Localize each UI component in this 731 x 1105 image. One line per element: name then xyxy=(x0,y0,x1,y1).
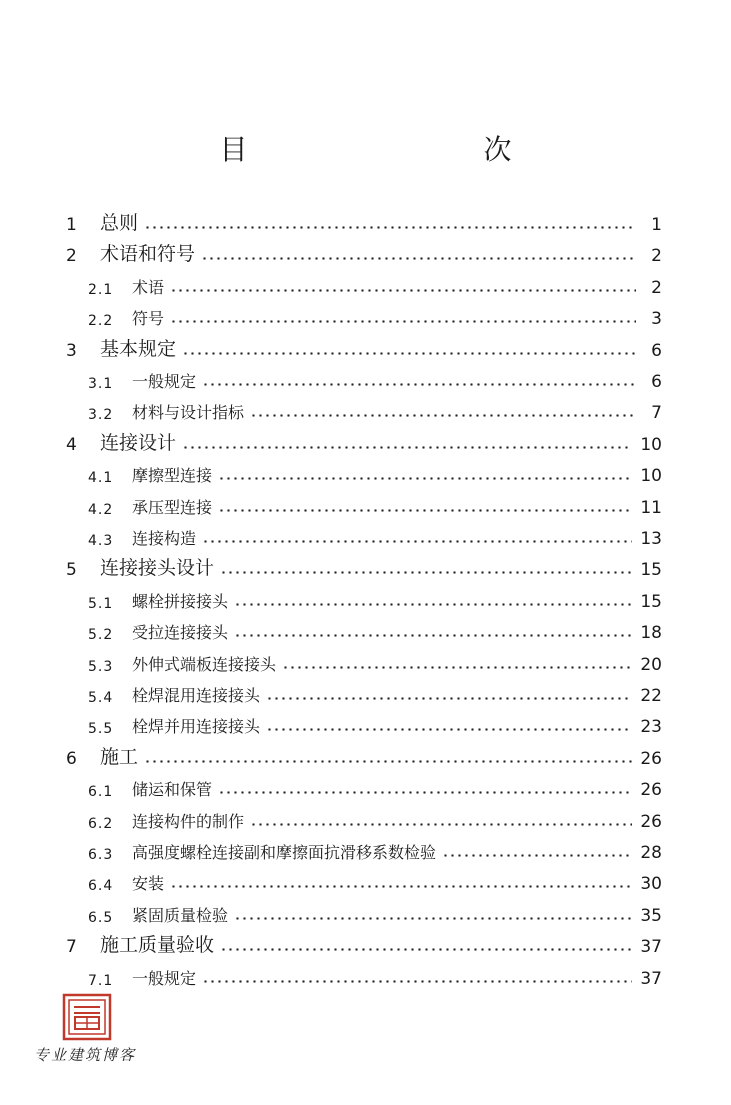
dot-leader xyxy=(220,948,632,951)
toc-entry-page: 20 xyxy=(640,654,662,675)
dot-leader xyxy=(234,634,632,637)
toc-entry-page: 15 xyxy=(640,560,662,581)
toc-entry[interactable] xyxy=(88,863,662,894)
toc-entry-label: 安装 xyxy=(132,874,165,894)
dot-leader xyxy=(182,446,632,449)
dot-leader xyxy=(266,697,632,700)
toc-entry-label: 总则 xyxy=(100,212,139,234)
toc-entry-page: 7 xyxy=(651,403,662,424)
toc-entry-page: 2 xyxy=(651,246,662,267)
toc-entry-number: 6.5 xyxy=(88,909,114,926)
toc-entry[interactable] xyxy=(88,832,662,863)
toc-entry-label: 连接设计 xyxy=(100,431,177,454)
toc-entry-number: 7 xyxy=(66,937,77,958)
toc-entry-label: 受拉连接接头 xyxy=(132,623,229,643)
toc-entry-label: 施工质量验收 xyxy=(100,934,215,957)
toc-entry-page: 26 xyxy=(640,811,662,832)
toc-entry-label: 承压型连接 xyxy=(132,497,213,517)
toc-entry-label: 紧固质量检验 xyxy=(132,905,229,925)
toc-entry[interactable] xyxy=(88,769,662,800)
toc-entry-page: 15 xyxy=(640,591,662,612)
toc-entry-number: 4.1 xyxy=(88,470,114,487)
dot-leader xyxy=(202,383,636,386)
toc-entry-label: 基本规定 xyxy=(100,337,177,360)
dot-leader xyxy=(170,885,632,888)
toc-entry-label: 连接构件的制作 xyxy=(132,811,245,831)
toc-entry-number: 5 xyxy=(66,560,77,581)
toc-entry-page: 1 xyxy=(651,215,662,235)
toc-entry-page: 6 xyxy=(651,372,662,392)
toc-entry[interactable] xyxy=(88,298,662,329)
toc-entry-number: 5.2 xyxy=(88,627,114,644)
toc-entry-number: 4 xyxy=(66,434,77,455)
toc-entry-number: 3.2 xyxy=(88,407,114,424)
toc-entry[interactable] xyxy=(88,706,662,737)
toc-entry[interactable] xyxy=(88,487,662,518)
toc-entry-number: 6.3 xyxy=(88,847,114,863)
toc-entry-number: 2 xyxy=(66,246,77,267)
dot-leader xyxy=(170,289,636,292)
toc-entry-number: 4.2 xyxy=(88,501,114,518)
toc-entry-page: 35 xyxy=(640,905,662,926)
toc-entry[interactable] xyxy=(88,675,662,706)
dot-leader xyxy=(170,320,636,323)
toc-entry[interactable] xyxy=(88,455,662,486)
toc-entry-label: 栓焊并用连接接头 xyxy=(132,717,261,737)
toc-entry-label: 符号 xyxy=(132,309,165,329)
toc-entry-label: 一般规定 xyxy=(132,372,197,391)
toc-entry-label: 栓焊混用连接接头 xyxy=(132,686,261,705)
toc-entry[interactable] xyxy=(66,549,662,580)
dot-leader xyxy=(144,760,632,763)
toc-entry-number: 5.1 xyxy=(88,595,114,612)
toc-entry-page: 23 xyxy=(640,717,662,738)
toc-entry-page: 37 xyxy=(640,937,662,958)
toc-entry-number: 5.4 xyxy=(88,690,114,706)
toc-entry[interactable] xyxy=(88,581,662,612)
toc-entry[interactable] xyxy=(88,361,662,392)
toc-entry-page: 6 xyxy=(651,340,662,361)
toc-entry[interactable] xyxy=(88,518,662,549)
toc-entry-label: 连接接头设计 xyxy=(100,557,215,580)
dot-leader xyxy=(182,352,636,355)
toc-entry-label: 摩擦型连接 xyxy=(132,466,213,486)
toc-entry-page: 10 xyxy=(640,434,662,455)
toc-entry-page: 37 xyxy=(640,968,662,989)
page-title: 目 次 xyxy=(219,133,572,166)
dot-leader xyxy=(201,257,636,260)
toc-entry-page: 28 xyxy=(640,843,662,863)
toc-entry-label: 术语和符号 xyxy=(100,243,196,266)
dot-leader xyxy=(218,791,632,794)
dot-leader xyxy=(202,540,632,543)
dot-leader xyxy=(234,917,632,920)
toc-entry[interactable] xyxy=(66,926,662,957)
toc-entry-label: 高强度螺栓连接副和摩擦面抗滑移系数检验 xyxy=(132,843,437,862)
toc-entry[interactable] xyxy=(88,267,662,298)
toc-entry-number: 5.5 xyxy=(88,721,114,738)
toc-entry-number: 2.1 xyxy=(88,281,114,298)
toc-entry[interactable] xyxy=(66,424,662,455)
toc-entry-label: 螺栓拼接接头 xyxy=(132,591,229,611)
toc-entry-page: 11 xyxy=(640,497,662,518)
dot-leader xyxy=(442,854,632,857)
toc-entry-number: 3.1 xyxy=(88,376,114,392)
toc-entry[interactable] xyxy=(88,392,662,423)
toc-entry-number: 2.2 xyxy=(88,313,114,330)
toc-entry-label: 材料与设计指标 xyxy=(132,403,245,423)
dot-leader xyxy=(282,666,632,669)
toc-entry-number: 4.3 xyxy=(88,533,114,549)
toc-entry-number: 5.3 xyxy=(88,658,114,675)
toc-entry[interactable] xyxy=(88,644,662,675)
dot-leader xyxy=(218,477,632,480)
toc-entry-number: 3 xyxy=(66,340,77,361)
toc-entry-page: 13 xyxy=(640,529,662,549)
toc-entry-label: 外伸式端板连接接头 xyxy=(132,654,277,674)
toc-entry[interactable] xyxy=(88,801,662,832)
toc-entry-number: 1 xyxy=(66,215,77,235)
toc-entry-number: 6.4 xyxy=(88,878,114,895)
toc-entry-page: 22 xyxy=(640,686,662,706)
toc-entry-number: 6.2 xyxy=(88,815,114,832)
toc-entry[interactable] xyxy=(66,204,662,235)
dot-leader xyxy=(202,980,632,983)
toc-entry[interactable] xyxy=(88,895,662,926)
toc-entry-page: 30 xyxy=(640,874,662,895)
toc-entry-label: 一般规定 xyxy=(132,968,197,988)
toc-entry-label: 连接构造 xyxy=(132,529,197,548)
toc-entry-page: 10 xyxy=(640,466,662,487)
toc-entry-label: 储运和保管 xyxy=(132,780,213,800)
toc-entry[interactable] xyxy=(88,958,662,989)
toc-entry[interactable] xyxy=(88,612,662,643)
dot-leader xyxy=(144,226,636,229)
toc-entry[interactable] xyxy=(66,738,662,769)
toc-entry-number: 7.1 xyxy=(88,972,114,989)
dot-leader xyxy=(250,823,632,826)
dot-leader xyxy=(250,414,636,417)
toc-entry-label: 施工 xyxy=(100,745,139,768)
toc-entry-number: 6.1 xyxy=(88,784,114,801)
toc-entry-page: 26 xyxy=(640,748,662,769)
toc-entry-page: 18 xyxy=(640,623,662,644)
toc-entry-page: 3 xyxy=(651,309,662,330)
seal-stamp-logo xyxy=(62,993,112,1041)
dot-leader xyxy=(234,603,632,606)
dot-leader xyxy=(266,728,632,731)
toc-entry-page: 26 xyxy=(640,780,662,801)
toc-entry-number: 6 xyxy=(66,748,77,769)
toc-entry-page: 2 xyxy=(651,277,662,298)
toc-entry-label: 术语 xyxy=(132,277,165,297)
toc-entry[interactable] xyxy=(66,235,662,266)
watermark-text: 专业建筑博客 xyxy=(34,1046,137,1064)
dot-leader xyxy=(218,509,632,512)
dot-leader xyxy=(220,571,632,574)
toc-entry[interactable] xyxy=(66,330,662,361)
